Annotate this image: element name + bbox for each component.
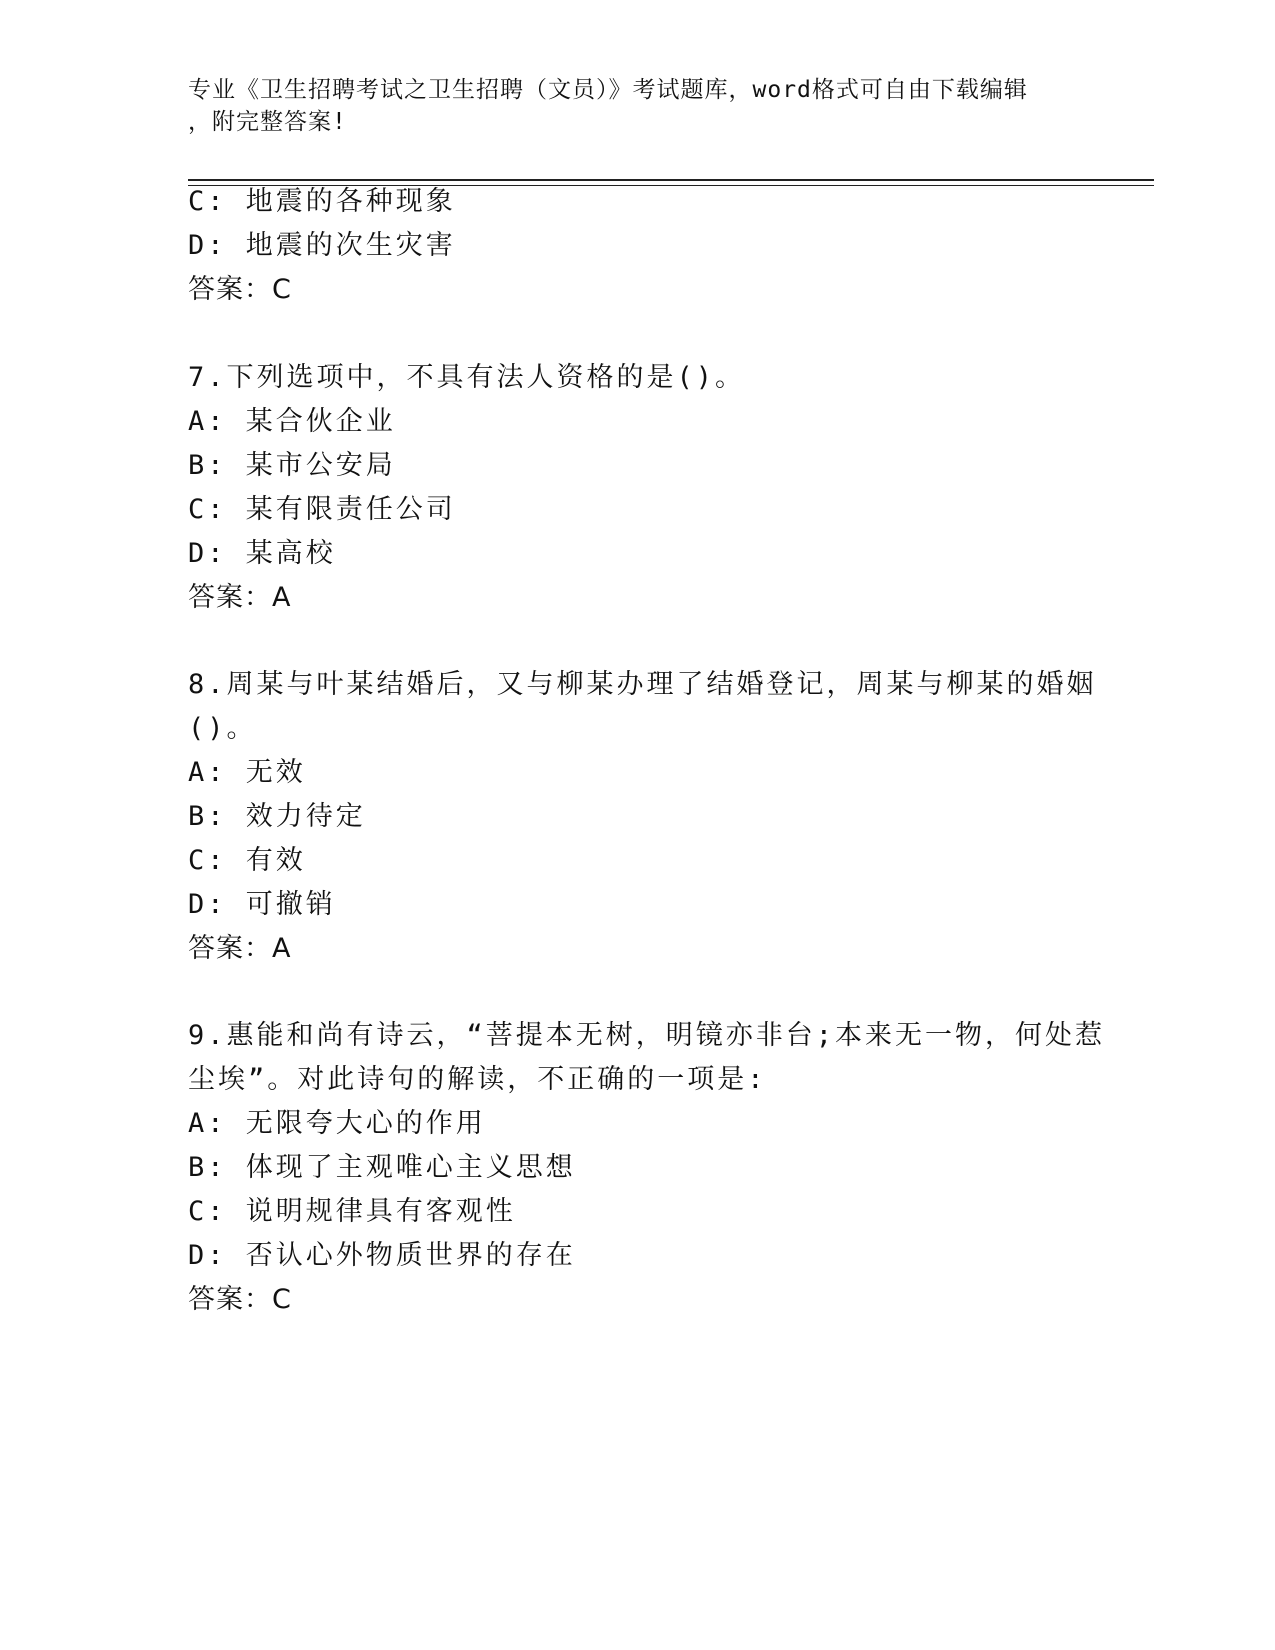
header-line-2: ，附完整答案! bbox=[188, 109, 347, 135]
q8-option-d: D: 可撤销 bbox=[188, 889, 336, 920]
q8-option-b: B: 效力待定 bbox=[188, 801, 366, 832]
q9-option-d: D: 否认心外物质世界的存在 bbox=[188, 1240, 576, 1271]
q8-stem-line-2: ()。 bbox=[188, 713, 257, 744]
q8-option-c: C: 有效 bbox=[188, 845, 306, 876]
q7-option-a: A: 某合伙企业 bbox=[188, 406, 396, 437]
q7-option-c: C: 某有限责任公司 bbox=[188, 494, 456, 525]
q9-answer: 答案：C bbox=[188, 1284, 292, 1315]
q8-answer: 答案：A bbox=[188, 933, 292, 964]
q6-option-c: C: 地震的各种现象 bbox=[188, 186, 456, 217]
q7-option-d: D: 某高校 bbox=[188, 538, 336, 569]
q9-stem-line-1: 9.惠能和尚有诗云，“菩提本无树，明镜亦非台;本来无一物，何处惹 bbox=[188, 1020, 1106, 1051]
q6-answer: 答案：C bbox=[188, 274, 292, 305]
q7-stem: 7.下列选项中，不具有法人资格的是()。 bbox=[188, 362, 746, 393]
q7-option-b: B: 某市公安局 bbox=[188, 450, 396, 481]
q6-option-d: D: 地震的次生灾害 bbox=[188, 230, 456, 261]
document-header bbox=[188, 74, 1088, 138]
q7-answer: 答案：A bbox=[188, 582, 292, 613]
q8-option-a: A: 无效 bbox=[188, 757, 306, 788]
header-line-1: 专业《卫生招聘考试之卫生招聘（文员）》考试题库，word格式可自由下载编辑 bbox=[188, 77, 1028, 103]
q8-stem-line-1: 8.周某与叶某结婚后，又与柳某办理了结婚登记，周某与柳某的婚姻 bbox=[188, 669, 1097, 700]
q9-option-a: A: 无限夸大心的作用 bbox=[188, 1108, 486, 1139]
q9-stem-line-2: 尘埃”。对此诗句的解读，不正确的一项是: bbox=[188, 1064, 767, 1095]
header-rule-thick bbox=[188, 179, 1154, 181]
q9-option-b: B: 体现了主观唯心主义思想 bbox=[188, 1152, 576, 1183]
q9-option-c: C: 说明规律具有客观性 bbox=[188, 1196, 516, 1227]
